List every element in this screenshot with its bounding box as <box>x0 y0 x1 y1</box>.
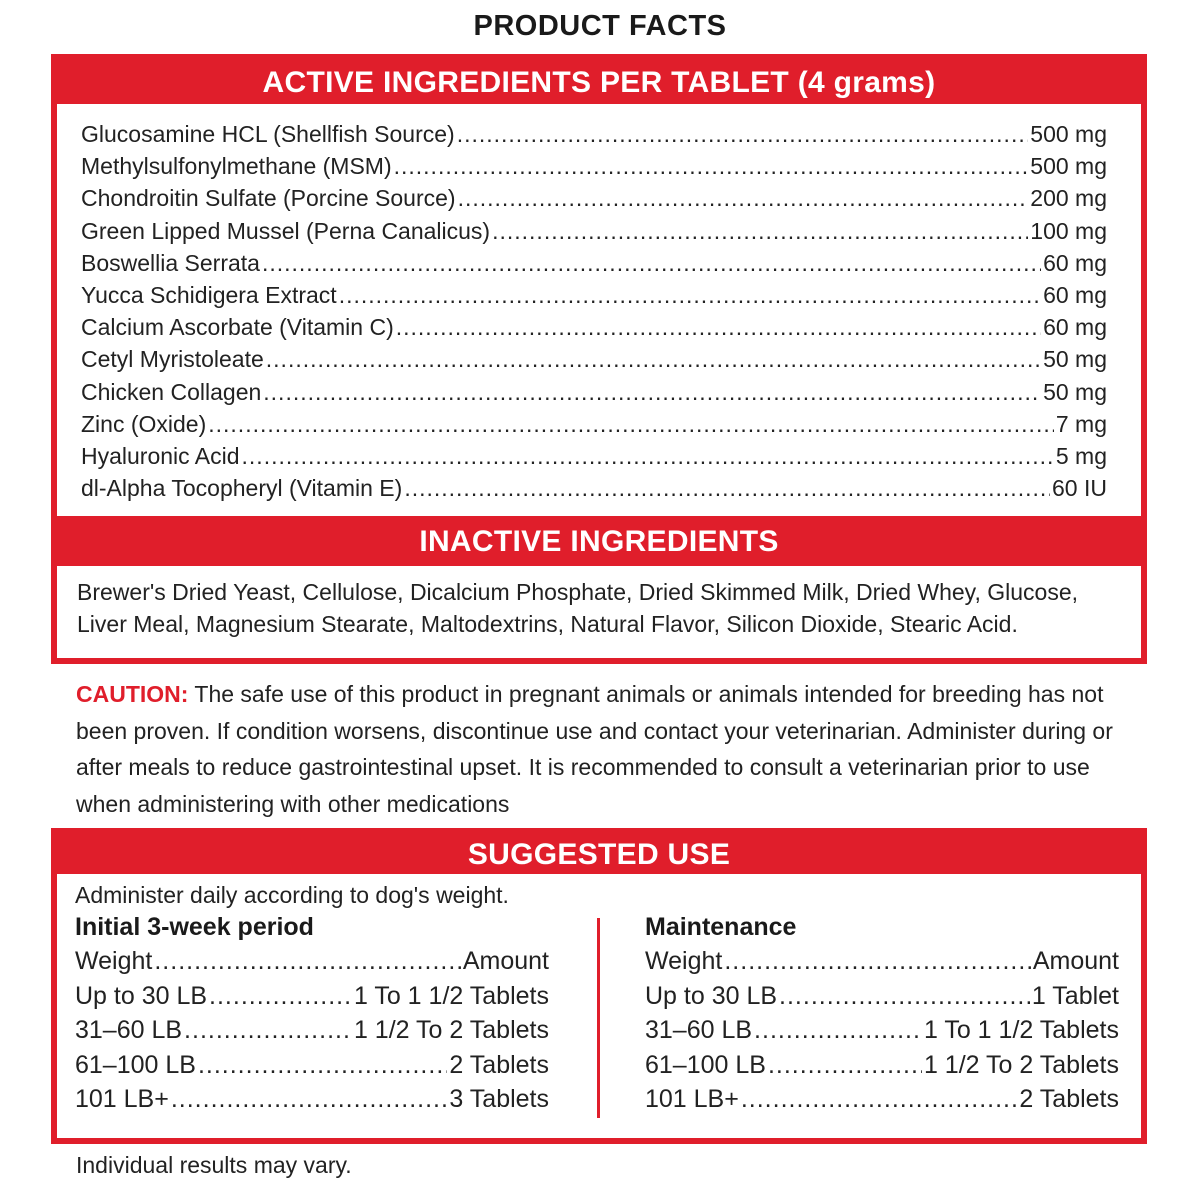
dot-leader <box>768 1048 922 1083</box>
dosage-row <box>75 1048 549 1083</box>
dot-leader <box>263 376 1041 408</box>
dot-leader <box>266 343 1041 375</box>
dot-leader <box>171 1082 448 1117</box>
dosage-row <box>75 1013 549 1048</box>
dosage-row-value: 2 Tablets <box>449 1050 549 1079</box>
ingredient-row-value: 5 mg <box>1055 443 1107 470</box>
ingredient-row-value: 50 mg <box>1043 346 1107 373</box>
dosage-row <box>645 1082 1119 1117</box>
dosage-row-value: 1 1/2 To 2 Tablets <box>923 1050 1119 1079</box>
dot-leader <box>754 1013 922 1048</box>
dosage-row-label: 101 LB+ <box>75 1085 169 1113</box>
footer-note: Individual results may vary. <box>76 1152 352 1178</box>
ingredient-row-label: Boswellia Serrata <box>81 249 260 276</box>
dot-leader <box>741 1082 1018 1117</box>
dosage-row <box>75 979 549 1014</box>
dot-leader <box>404 472 1050 504</box>
suggested-use-body <box>57 874 1141 1146</box>
dosage-row-label: 61–100 LB <box>75 1050 196 1079</box>
suggested-use-heading: SUGGESTED USE <box>57 834 1141 874</box>
dot-leader <box>262 247 1041 279</box>
ingredient-row <box>81 311 1107 343</box>
dosage-row <box>645 1013 1119 1048</box>
page-title: PRODUCT FACTS <box>473 10 727 42</box>
column-divider <box>597 918 600 1118</box>
active-ingredients-heading: ACTIVE INGREDIENTS PER TABLET (4 grams) <box>57 60 1141 104</box>
suggested-use-panel <box>51 828 1147 1144</box>
maintenance-title: Maintenance <box>645 913 797 941</box>
dosage-row-value: 2 Tablets <box>1019 1085 1119 1113</box>
caution-note <box>76 676 1146 822</box>
ingredient-row <box>81 408 1107 440</box>
dot-leader <box>184 1013 352 1048</box>
dosage-row <box>75 1082 549 1117</box>
dosage-row-value: 1 To 1 1/2 Tablets <box>923 1016 1119 1044</box>
ingredient-row-label: Chicken Collagen <box>81 378 262 405</box>
dot-leader <box>724 944 1030 979</box>
ingredient-row <box>81 376 1107 408</box>
dot-leader <box>154 944 460 979</box>
dosage-row-label: 31–60 LB <box>645 1016 753 1044</box>
initial-period-table <box>75 910 549 1117</box>
suggested-use-intro: Administer daily according to dog's weight. <box>75 882 509 908</box>
weight-header: Weight <box>75 947 153 975</box>
ingredient-row <box>81 440 1107 472</box>
ingredient-row-label: Zinc (Oxide) <box>81 410 207 437</box>
ingredient-row-label: Chondroitin Sulfate (Porcine Source) <box>81 185 456 212</box>
dosage-row-value: 1 1/2 To 2 Tablets <box>353 1016 549 1044</box>
dot-leader <box>458 182 1029 214</box>
ingredient-row-value: 200 mg <box>1030 185 1107 212</box>
dot-leader <box>208 408 1054 440</box>
ingredient-row-label: Methylsulfonylmethane (MSM) <box>81 153 392 180</box>
dosage-row-label: Up to 30 LB <box>645 981 778 1010</box>
ingredient-row-value: 500 mg <box>1030 153 1107 180</box>
ingredient-row-label: Yucca Schidigera Extract <box>81 282 337 309</box>
ingredient-row-label: Glucosamine HCL (Shellfish Source) <box>81 121 455 147</box>
active-ingredients-list <box>57 104 1141 512</box>
dosage-row-value: 1 To 1 1/2 Tablets <box>353 981 549 1010</box>
dosage-row <box>645 1048 1119 1083</box>
amount-header: Amount <box>1032 947 1119 975</box>
ingredient-row-value: 60 mg <box>1043 249 1107 276</box>
dot-leader <box>396 311 1041 343</box>
ingredient-row-value: 60 mg <box>1043 282 1107 309</box>
dosage-row <box>645 979 1119 1014</box>
dosage-row-label: 31–60 LB <box>75 1016 183 1044</box>
ingredient-row-label: Hyaluronic Acid <box>81 443 240 470</box>
ingredient-row-label: Green Lipped Mussel (Perna Canalicus) <box>81 217 491 244</box>
dosage-row-label: Up to 30 LB <box>75 981 208 1010</box>
ingredient-row-label: Calcium Ascorbate (Vitamin C) <box>81 314 394 341</box>
ingredient-row <box>81 182 1107 214</box>
dosage-row-value: 1 Tablet <box>1031 981 1119 1010</box>
ingredient-row-value: 100 mg <box>1030 217 1107 244</box>
ingredient-row-value: 50 mg <box>1043 378 1107 405</box>
dot-leader <box>242 440 1054 472</box>
dosage-row-value: 3 Tablets <box>449 1085 549 1113</box>
maintenance-header-row <box>645 944 1119 979</box>
ingredient-row-value: 500 mg <box>1030 121 1107 147</box>
inactive-ingredients-heading: INACTIVE INGREDIENTS <box>57 516 1141 566</box>
ingredient-row-value: 7 mg <box>1055 410 1107 437</box>
maintenance-table <box>645 910 1119 1117</box>
initial-period-title: Initial 3-week period <box>75 913 314 941</box>
dot-leader <box>779 979 1030 1014</box>
ingredient-row <box>81 279 1107 311</box>
ingredient-row-label: dl-Alpha Tocopheryl (Vitamin E) <box>81 475 403 502</box>
caution-text: The safe use of this product in pregnant animals or animals intended for breeding has not been proven. If condition worsens, discontinue use and contact your veterinarian. Administer during or after meals to reduce gastrointestinal upset. It is recommended to consult a veterinarian prior to use when administering with other medications <box>76 681 1113 817</box>
ingredient-row <box>81 150 1107 182</box>
dot-leader <box>198 1048 447 1083</box>
dot-leader <box>209 979 352 1014</box>
dot-leader <box>492 215 1028 247</box>
ingredient-row-value: 60 mg <box>1043 314 1107 341</box>
weight-header: Weight <box>645 947 723 975</box>
initial-header-row <box>75 944 549 979</box>
ingredient-row <box>81 118 1107 150</box>
amount-header: Amount <box>462 947 549 975</box>
ingredient-row-value: 60 IU <box>1052 475 1107 502</box>
ingredient-row <box>81 472 1107 504</box>
dosage-row-label: 61–100 LB <box>645 1050 766 1079</box>
dot-leader <box>394 150 1029 182</box>
ingredient-row <box>81 343 1107 375</box>
dot-leader <box>457 118 1029 150</box>
ingredient-row <box>81 215 1107 247</box>
ingredients-panel <box>51 54 1147 664</box>
caution-label: CAUTION: <box>76 681 189 707</box>
dot-leader <box>339 279 1041 311</box>
ingredient-row-label: Cetyl Myristoleate <box>81 346 264 373</box>
ingredient-row <box>81 247 1107 279</box>
inactive-ingredients-text: Brewer's Dried Yeast, Cellulose, Dicalcium Phosphate, Dried Skimmed Milk, Dried Whey, Glucose, Liver Meal, Magnesium Stearate, Maltodextrins, Natural Flavor, Silicon Dioxide, Stearic Acid. <box>77 579 1079 638</box>
dosage-row-label: 101 LB+ <box>645 1085 739 1113</box>
